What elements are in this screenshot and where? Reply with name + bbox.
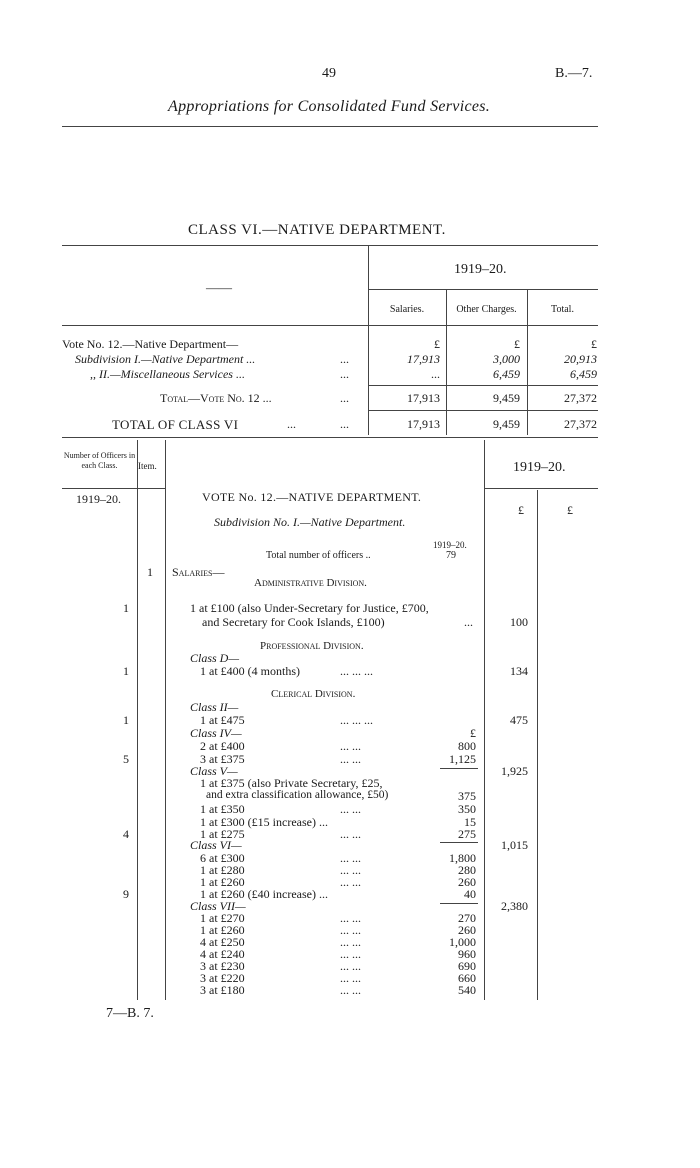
subdivision-1-label: Subdivision I.—Native Department ...	[75, 352, 256, 366]
admin-line1: 1 at £100 (also Under-Secretary for Justice, £700,	[190, 601, 429, 615]
sub2-salaries: ...	[431, 367, 440, 381]
c7-value4: 960	[458, 947, 476, 961]
c6-value2: 280	[458, 863, 476, 877]
officers-count: 79	[446, 550, 456, 561]
total-class-label: TOTAL OF CLASS VI	[112, 417, 239, 432]
c6-line4: 1 at £260 (£40 increase) ...	[200, 887, 328, 901]
subtotal-rule	[440, 842, 478, 843]
prof-line: 1 at £400 (4 months)	[200, 664, 300, 678]
pound-sign: £	[434, 337, 440, 351]
col-officers: Number of Officers in each Class.	[63, 451, 136, 470]
total-vote-other: 9,459	[493, 391, 520, 405]
c4-line1: 2 at £400	[200, 739, 245, 753]
c4-total: 1,925	[501, 764, 528, 778]
leader-dots: ...	[340, 391, 349, 405]
c5-line1: 1 at £375 (also Private Secretary, £25,	[200, 776, 383, 790]
pound-sign: £	[591, 337, 597, 351]
class-v: Class V—	[190, 764, 238, 778]
summary-dash: ——	[206, 280, 232, 295]
c7-value1: 270	[458, 911, 476, 925]
c7-line6: 3 at £220	[200, 971, 245, 985]
c6-value1: 1,800	[449, 851, 476, 865]
summary-bottom-rule	[62, 437, 598, 438]
c5-line3: 1 at £350	[200, 802, 245, 816]
c5-value3: 15	[464, 815, 476, 829]
c6-officers: 9	[123, 887, 129, 901]
clerical-division: Clerical Division.	[271, 688, 356, 700]
total-class-salaries: 17,913	[407, 417, 440, 431]
summary-head-rule	[62, 325, 598, 326]
c7-line1: 1 at £270	[200, 911, 245, 925]
leader-dots: ... ... ...	[340, 713, 373, 727]
leader-dots: ... ...	[340, 911, 361, 925]
c6-line3: 1 at £260	[200, 875, 245, 889]
leader-dots: ... ...	[340, 983, 361, 997]
prof-division: Professional Division.	[260, 640, 364, 652]
col-total: Total.	[551, 304, 574, 315]
c6-line1: 6 at £300	[200, 851, 245, 865]
c7-value2: 260	[458, 923, 476, 937]
detail-year-left: 1919–20.	[76, 492, 121, 506]
c5-value2: 350	[458, 802, 476, 816]
summary-year: 1919–20.	[454, 262, 507, 277]
page-title: Appropriations for Consolidated Fund Services.	[168, 98, 491, 115]
c7-value3: 1,000	[449, 935, 476, 949]
c5-line4: 1 at £300 (£15 increase) ...	[200, 815, 328, 829]
c7-line3: 4 at £250	[200, 935, 245, 949]
detail-col-divider	[537, 490, 538, 1000]
leader-dots: ... ...	[340, 959, 361, 973]
class-title: CLASS VI.—NATIVE DEPARTMENT.	[188, 222, 446, 238]
c6-line2: 1 at £280	[200, 863, 245, 877]
class-iv: Class IV—	[190, 726, 242, 740]
detail-head-rule	[62, 488, 165, 489]
pound-sign: £	[514, 337, 520, 351]
detail-col-divider	[165, 440, 166, 1000]
header-rule	[62, 126, 598, 127]
admin-officers: 1	[123, 601, 129, 615]
admin-line2: and Secretary for Cook Islands, £100)	[202, 615, 385, 629]
c5-total: 1,015	[501, 838, 528, 852]
total-class-other: 9,459	[493, 417, 520, 431]
sub1-other: 3,000	[493, 352, 520, 366]
subdivision-title: Subdivision No. I.—Native Department.	[214, 515, 406, 529]
total-vote-total: 27,372	[564, 391, 597, 405]
leader-dots: ... ...	[340, 923, 361, 937]
leader-dots: ... ...	[340, 875, 361, 889]
admin-amount: 100	[510, 615, 528, 629]
leader-dots: ... ...	[340, 947, 361, 961]
pound-sign: £	[518, 503, 524, 517]
leader-dots: ... ...	[340, 827, 361, 841]
c4-officers: 5	[123, 752, 129, 766]
c7-value6: 660	[458, 971, 476, 985]
subtotal-rule	[440, 903, 478, 904]
detail-col-divider	[137, 440, 138, 1000]
c2-officers: 1	[123, 713, 129, 727]
item-number: 1	[147, 565, 153, 579]
pound-sign: £	[470, 726, 476, 740]
sub2-other: 6,459	[493, 367, 520, 381]
total-class-total: 27,372	[564, 417, 597, 431]
salaries-heading: Salaries—	[172, 565, 225, 579]
subtotal-rule	[440, 768, 478, 769]
c6-value3: 260	[458, 875, 476, 889]
document-reference: B.—7.	[555, 66, 593, 81]
leader-dots: ... ...	[340, 752, 361, 766]
summary-year-rule	[368, 289, 598, 290]
class-ii: Class II—	[190, 700, 239, 714]
c4-line2: 3 at £375	[200, 752, 245, 766]
prof-officers: 1	[123, 664, 129, 678]
col-item: Item.	[138, 461, 157, 471]
c6-value4: 40	[464, 887, 476, 901]
leader-dots: ...	[340, 417, 349, 431]
officers-year: 1919–20.	[433, 540, 467, 550]
total-rule	[368, 410, 598, 411]
signature-mark: 7—B. 7.	[106, 1006, 154, 1021]
page-number: 49	[322, 66, 336, 81]
c2-amount: 475	[510, 713, 528, 727]
detail-head-rule	[484, 488, 598, 489]
prof-amount: 134	[510, 664, 528, 678]
leader-dots: ...	[287, 417, 296, 431]
sub1-total: 20,913	[564, 352, 597, 366]
admin-division: Administrative Division.	[254, 577, 367, 589]
vote-label: Vote No. 12.—Native Department—	[62, 337, 239, 351]
c7-line7: 3 at £180	[200, 983, 245, 997]
leader-dots: ...	[340, 352, 349, 366]
leader-dots: ... ...	[340, 863, 361, 877]
c5-line2: and extra classification allowance, £50)	[206, 789, 389, 801]
c7-line2: 1 at £260	[200, 923, 245, 937]
total-vote-label: Total—Vote No. 12 ...	[160, 391, 272, 405]
leader-dots: ... ...	[340, 935, 361, 949]
c2-line: 1 at £475	[200, 713, 245, 727]
col-other-charges: Other Charges.	[456, 304, 517, 315]
class-vii: Class VII—	[190, 899, 246, 913]
c7-value7: 540	[458, 983, 476, 997]
subtotal-rule	[368, 385, 598, 386]
leader-dots: ... ... ...	[340, 664, 373, 678]
class-d: Class D—	[190, 651, 240, 665]
c7-line5: 3 at £230	[200, 959, 245, 973]
leader-dots: ... ...	[340, 971, 361, 985]
leader-dots: ...	[340, 367, 349, 381]
pound-sign: £	[567, 503, 573, 517]
leader-dots: ... ...	[340, 851, 361, 865]
total-vote-salaries: 17,913	[407, 391, 440, 405]
subdivision-2-label: ,, II.—Miscellaneous Services ...	[90, 367, 245, 381]
leader-dots: ... ...	[340, 802, 361, 816]
summary-top-rule	[62, 245, 598, 246]
c5-line5: 1 at £275	[200, 827, 245, 841]
sub2-total: 6,459	[570, 367, 597, 381]
c4-value1: 800	[458, 739, 476, 753]
c4-value2: 1,125	[449, 752, 476, 766]
col-salaries: Salaries.	[389, 304, 425, 315]
c5-value1: 375	[458, 789, 476, 803]
class-vi: Class VI—	[190, 838, 242, 852]
c6-total: 2,380	[501, 899, 528, 913]
officers-label: Total number of officers ..	[266, 550, 371, 561]
detail-year-right: 1919–20.	[513, 460, 566, 475]
c7-line4: 4 at £240	[200, 947, 245, 961]
c5-value4: 275	[458, 827, 476, 841]
leader-dots: ... ...	[340, 739, 361, 753]
c7-value5: 690	[458, 959, 476, 973]
c5-officers: 4	[123, 827, 129, 841]
vote-title: VOTE No. 12.—NATIVE DEPARTMENT.	[202, 490, 422, 504]
leader-dots: ...	[464, 615, 473, 629]
sub1-salaries: 17,913	[407, 352, 440, 366]
